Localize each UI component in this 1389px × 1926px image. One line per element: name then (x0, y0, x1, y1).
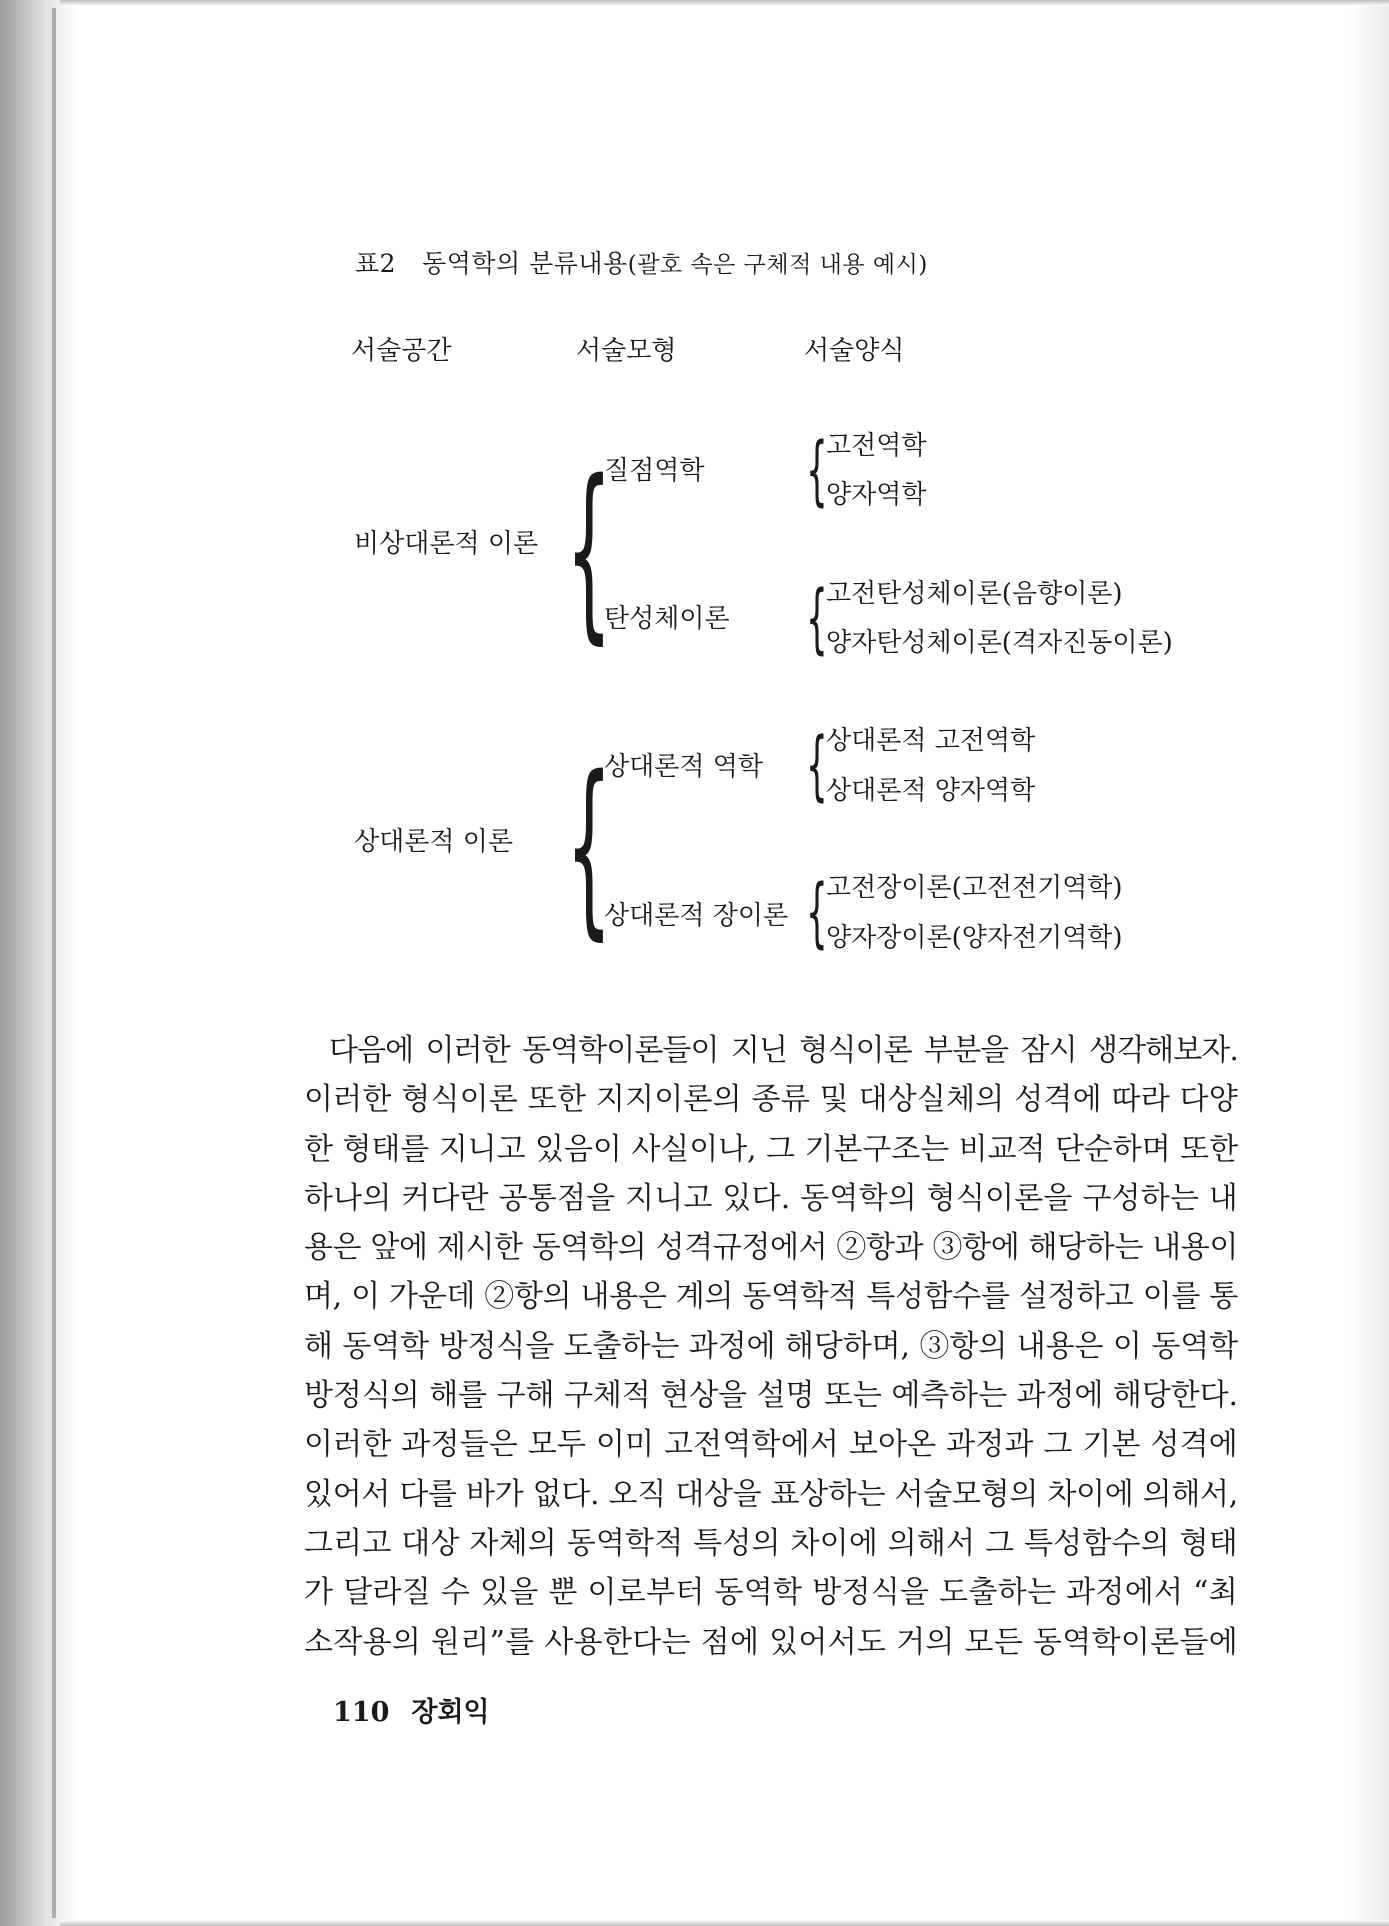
column-header-model: 서술모형 (576, 336, 677, 366)
body-line: 가 달라질 수 있을 뿐 이로부터 동역학 방정식을 도출하는 과정에서 “최 (304, 1575, 1239, 1611)
table-caption (355, 244, 928, 280)
model-elastic-body: 탄성체이론 (604, 604, 730, 634)
style-classical-elastic: 고전탄성체이론(음향이론) (826, 579, 1123, 609)
brace-icon: { (806, 573, 828, 662)
model-relativistic-mechanics: 상대론적 역학 (604, 752, 763, 782)
body-line: 하나의 커다란 공통점을 지니고 있다. 동역학의 형식이론을 구성하는 내 (304, 1180, 1238, 1216)
brace-icon: { (566, 440, 612, 661)
body-line: 다음에 이러한 동역학이론들이 지닌 형식이론 부분을 잠시 생각해보자. (329, 1033, 1238, 1068)
top-page-edge (60, 0, 1389, 6)
body-line: 그리고 대상 자체의 동역학적 특성의 차이에 의해서 그 특성함수의 형태 (304, 1525, 1238, 1561)
model-point-mechanics: 질점역학 (604, 456, 705, 486)
brace-icon: { (806, 720, 828, 809)
style-quantum-field: 양자장이론(양자전기역학) (826, 923, 1123, 953)
space-relativistic: 상대론적 이론 (354, 827, 513, 857)
body-line: 방정식의 해를 구해 구체적 현상을 설명 또는 예측하는 과정에 해당한다. (304, 1378, 1238, 1414)
running-author: 장회익 (411, 1697, 490, 1728)
style-classical-field: 고전장이론(고전전기역학) (826, 873, 1123, 903)
style-relativistic-quantum: 상대론적 양자역학 (826, 776, 1036, 806)
style-classical-mechanics: 고전역학 (826, 431, 927, 461)
space-nonrelativistic: 비상대론적 이론 (354, 529, 539, 559)
brace-icon: { (806, 867, 828, 956)
bottom-page-edge (60, 1920, 1389, 1926)
page-number: 110 (333, 1697, 390, 1728)
column-header-style: 서술양식 (804, 336, 905, 366)
brace-icon: { (806, 425, 828, 514)
page-edge-line (52, 8, 56, 1918)
style-quantum-elastic: 양자탄성체이론(격자진동이론) (826, 628, 1173, 658)
body-line: 소작용의 원리”를 사용한다는 점에 있어서도 거의 모든 동역학이론들에 (304, 1624, 1239, 1660)
right-page-shade (1349, 0, 1389, 1926)
model-relativistic-field: 상대론적 장이론 (604, 901, 789, 931)
body-line: 이러한 과정들은 모두 이미 고전역학에서 보아온 과정과 그 기본 성격에 (304, 1427, 1238, 1463)
column-header-space: 서술공간 (351, 336, 452, 366)
style-quantum-mechanics: 양자역학 (826, 480, 927, 510)
body-paragraph (304, 1026, 1238, 1667)
page-footer (333, 1690, 490, 1729)
body-line: 해 동역학 방정식을 도출하는 과정에 해당하며, ③항의 내용은 이 동역학 (304, 1328, 1238, 1364)
table-title-note: (괄호 속은 구체적 내용 예시) (627, 252, 928, 278)
body-line: 있어서 다를 바가 없다. 오직 대상을 표상하는 서술모형의 차이에 의해서, (304, 1476, 1238, 1512)
table-title: 동역학의 분류내용 (422, 249, 628, 278)
style-relativistic-classical: 상대론적 고전역학 (826, 726, 1036, 756)
book-spine-shadow (0, 0, 78, 1926)
body-line: 한 형태를 지니고 있음이 사실이나, 그 기본구조는 비교적 단순하며 또한 (304, 1131, 1238, 1167)
body-line: 용은 앞에 제시한 동역학의 성격규정에서 ②항과 ③항에 해당하는 내용이 (304, 1230, 1238, 1266)
body-line: 며, 이 가운데 ②항의 내용은 계의 동역학적 특성함수를 설정하고 이를 통 (304, 1279, 1238, 1315)
table-label: 표2 (355, 249, 397, 278)
brace-icon: { (566, 736, 612, 957)
body-line: 이러한 형식이론 또한 지지이론의 종류 및 대상실체의 성격에 따라 다양 (304, 1082, 1238, 1118)
